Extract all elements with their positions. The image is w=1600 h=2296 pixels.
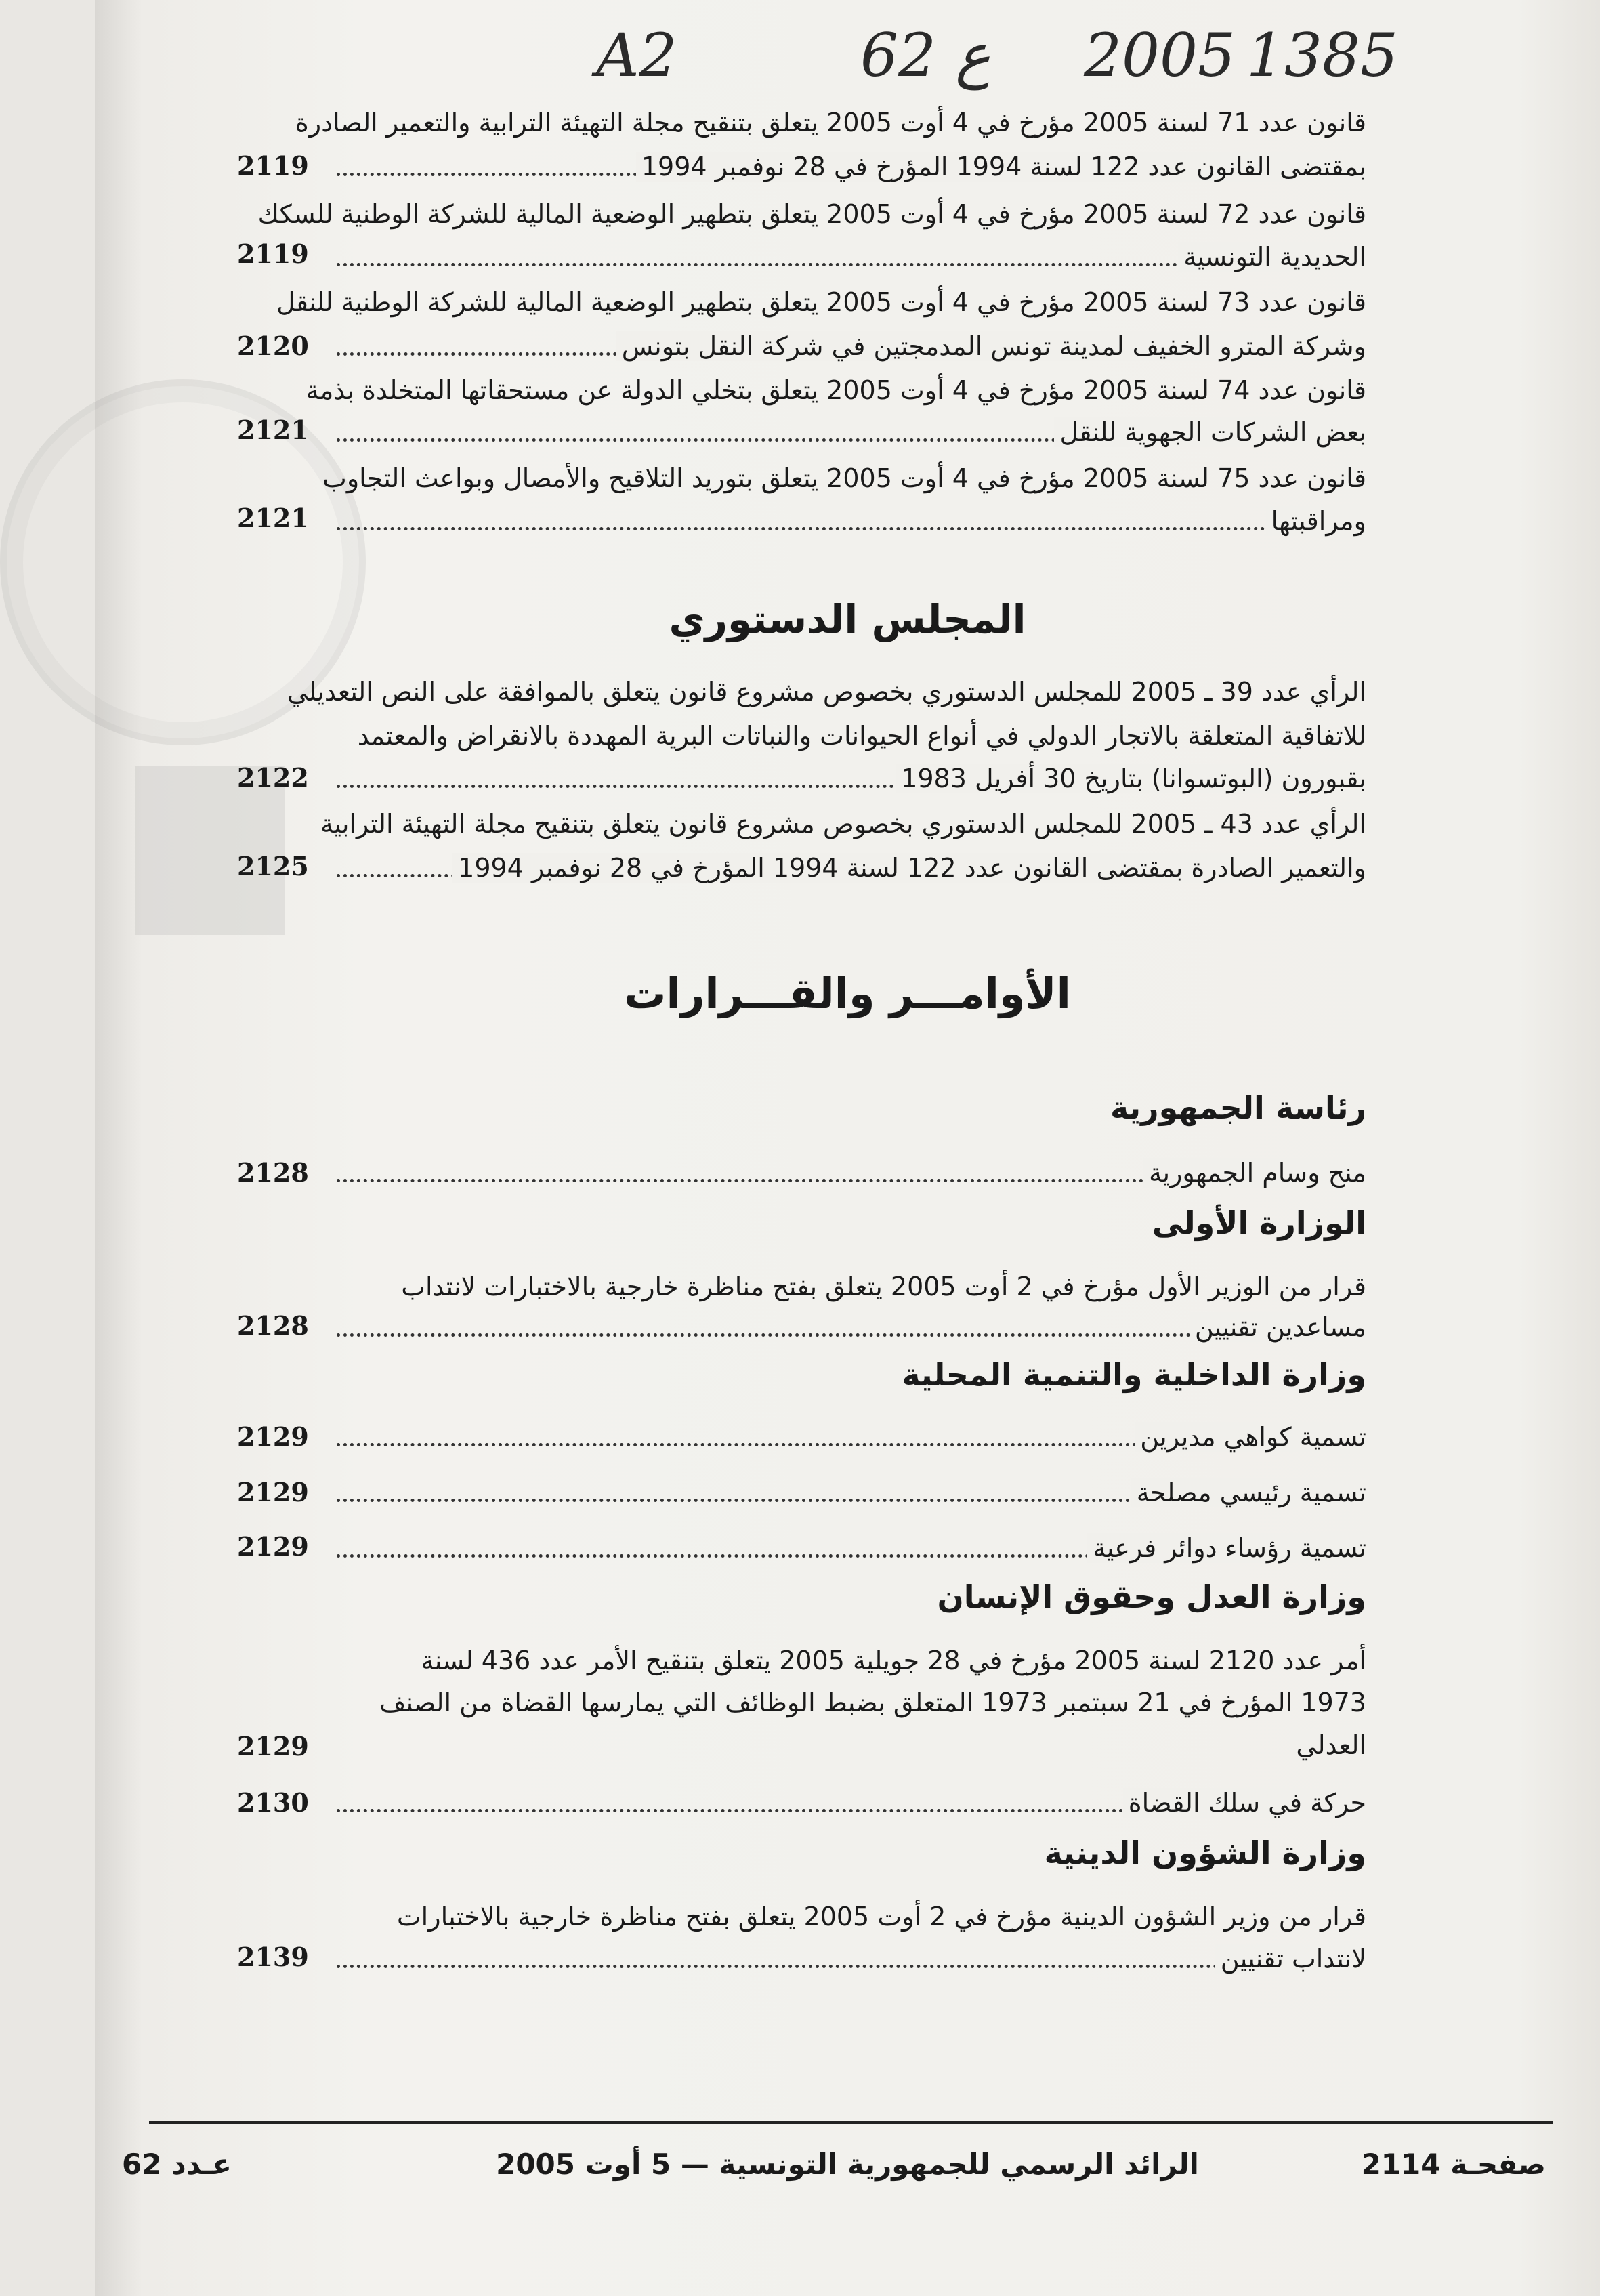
presidency-item: منح وسام الجمهورية <box>337 1152 1366 1194</box>
religious-line2: لانتداب تقنيين <box>337 1938 1366 1980</box>
footer-journal-title: الرائد الرسمي للجمهورية التونسية — 5 أوت 2005 <box>496 2148 1199 2181</box>
justice-title: وزارة العدل وحقوق الإنسان <box>937 1579 1366 1615</box>
justice-line3: العدلي <box>337 1724 1366 1766</box>
interior-item-2: تسمية رئيسي مصلحة <box>337 1471 1366 1514</box>
pm-line2: مساعدين تقنيين <box>337 1306 1366 1348</box>
opinion-39-line1: الرأي عدد 39 ـ 2005 للمجلس الدستوري بخصوص مشروع قانون يتعلق بالموافقة على النص التعديلي <box>287 677 1366 707</box>
interior-title: وزارة الداخلية والتنمية المحلية <box>902 1356 1366 1393</box>
footer-rule <box>149 2121 1553 2124</box>
law-74-page: 2121 <box>237 415 309 445</box>
handwritten-note-a2: A2 <box>596 20 677 90</box>
law-72-line1: قانون عدد 72 لسنة 2005 مؤرخ في 4 أوت 2005 يتعلق بتطهير الوضعية المالية للشركة الوطنية للسكك <box>257 199 1366 229</box>
opinion-43-line1: الرأي عدد 43 ـ 2005 للمجلس الدستوري بخصوص مشروع قانون يتعلق بتنقيح مجلة التهيئة الترابية <box>320 809 1366 839</box>
handwritten-note-issue: 62 ع <box>860 20 991 90</box>
law-73-line2: وشركة المترو الخفيف لمدينة تونس المدمجتين في شركة النقل بتونس <box>337 325 1366 367</box>
justice-item-2: حركة في سلك القضاة <box>337 1782 1366 1824</box>
justice-line1: أمر عدد 2120 لسنة 2005 مؤرخ في 28 جويلية 2005 يتعلق بتنقيح الأمر عدد 436 لسنة <box>421 1646 1366 1675</box>
law-74-line1: قانون عدد 74 لسنة 2005 مؤرخ في 4 أوت 2005 يتعلق بتخلي الدولة عن مستحقاتها المتخلدة بذمة <box>306 375 1366 405</box>
law-72-line2: الحديدية التونسية <box>337 236 1366 278</box>
pm-title: الوزارة الأولى <box>1152 1205 1366 1241</box>
justice-page-1: 2129 <box>237 1731 309 1761</box>
interior-item-3-page: 2129 <box>237 1531 309 1562</box>
interior-item-1-page: 2129 <box>237 1421 309 1452</box>
footer-issue-number: عـدد 62 <box>122 2148 232 2181</box>
pm-page: 2128 <box>237 1310 309 1341</box>
interior-item-3: تسمية رؤساء دوائر فرعية <box>337 1527 1366 1569</box>
law-71-page: 2119 <box>237 150 309 181</box>
law-73-line1: قانون عدد 73 لسنة 2005 مؤرخ في 4 أوت 2005 يتعلق بتطهير الوضعية المالية للشركة الوطنية للنقل <box>276 287 1366 317</box>
religious-line1: قرار من وزير الشؤون الدينية مؤرخ في 2 أوت 2005 يتعلق بفتح مناظرة خارجية بالاختبارات <box>396 1902 1366 1932</box>
law-75-page: 2121 <box>237 503 309 533</box>
religious-title: وزارة الشؤون الدينية <box>1044 1835 1366 1871</box>
law-72-page: 2119 <box>237 238 309 269</box>
interior-item-2-page: 2129 <box>237 1477 309 1507</box>
law-71-line2: بمقتضى القانون عدد 122 لسنة 1994 المؤرخ في 28 نوفمبر 1994 <box>337 146 1366 188</box>
justice-line2: 1973 المؤرخ في 21 سبتمبر 1973 المتعلق بضبط الوظائف التي يمارسها القضاة من الصنف <box>379 1688 1366 1717</box>
opinion-39-page: 2122 <box>237 762 309 793</box>
law-73-page: 2120 <box>237 331 309 361</box>
law-75-line1: قانون عدد 75 لسنة 2005 مؤرخ في 4 أوت 2005 يتعلق بتوريد التلاقيح والأمصال وبواعث التجاوب <box>322 463 1366 493</box>
opinion-43-page: 2125 <box>237 851 309 881</box>
law-75-line2: ومراقبتها <box>337 500 1366 542</box>
presidency-title: رئاسة الجمهورية <box>1110 1089 1366 1126</box>
opinion-43-line2: والتعمير الصادرة بمقتضى القانون عدد 122 لسنة 1994 المؤرخ في 28 نوفمبر 1994 <box>337 847 1366 889</box>
interior-item-1: تسمية كواهي مديرين <box>337 1416 1366 1458</box>
opinion-39-line3: بقبورون (البوتسوانا) بتاريخ 30 أفريل 1983 <box>337 757 1366 799</box>
handwritten-note-number: 1385 <box>1246 20 1398 90</box>
handwritten-note-year: 2005 <box>1084 20 1236 90</box>
document-page <box>95 0 1600 2296</box>
pm-line1: قرار من الوزير الأول مؤرخ في 2 أوت 2005 يتعلق بفتح مناظرة خارجية بالاختبارات لانتداب <box>401 1272 1366 1301</box>
justice-page-2: 2130 <box>237 1787 309 1818</box>
law-74-line2: بعض الشركات الجهوية للنقل <box>337 411 1366 453</box>
orders-heading: الأوامـــر والقـــرارات <box>624 969 1071 1018</box>
presidency-page: 2128 <box>237 1157 309 1188</box>
council-heading: المجلس الدستوري <box>669 596 1026 642</box>
religious-page: 2139 <box>237 1942 309 1972</box>
footer-page-number: صفحـة 2114 <box>1361 2148 1546 2181</box>
opinion-39-line2: للاتفاقية المتعلقة بالاتجار الدولي في أنواع الحيوانات والنباتات البرية المهددة بالانقراض والمعتمد <box>357 721 1366 751</box>
law-71-line1: قانون عدد 71 لسنة 2005 مؤرخ في 4 أوت 2005 يتعلق بتنقيح مجلة التهيئة الترابية والتعمير الصادرة <box>295 108 1366 138</box>
